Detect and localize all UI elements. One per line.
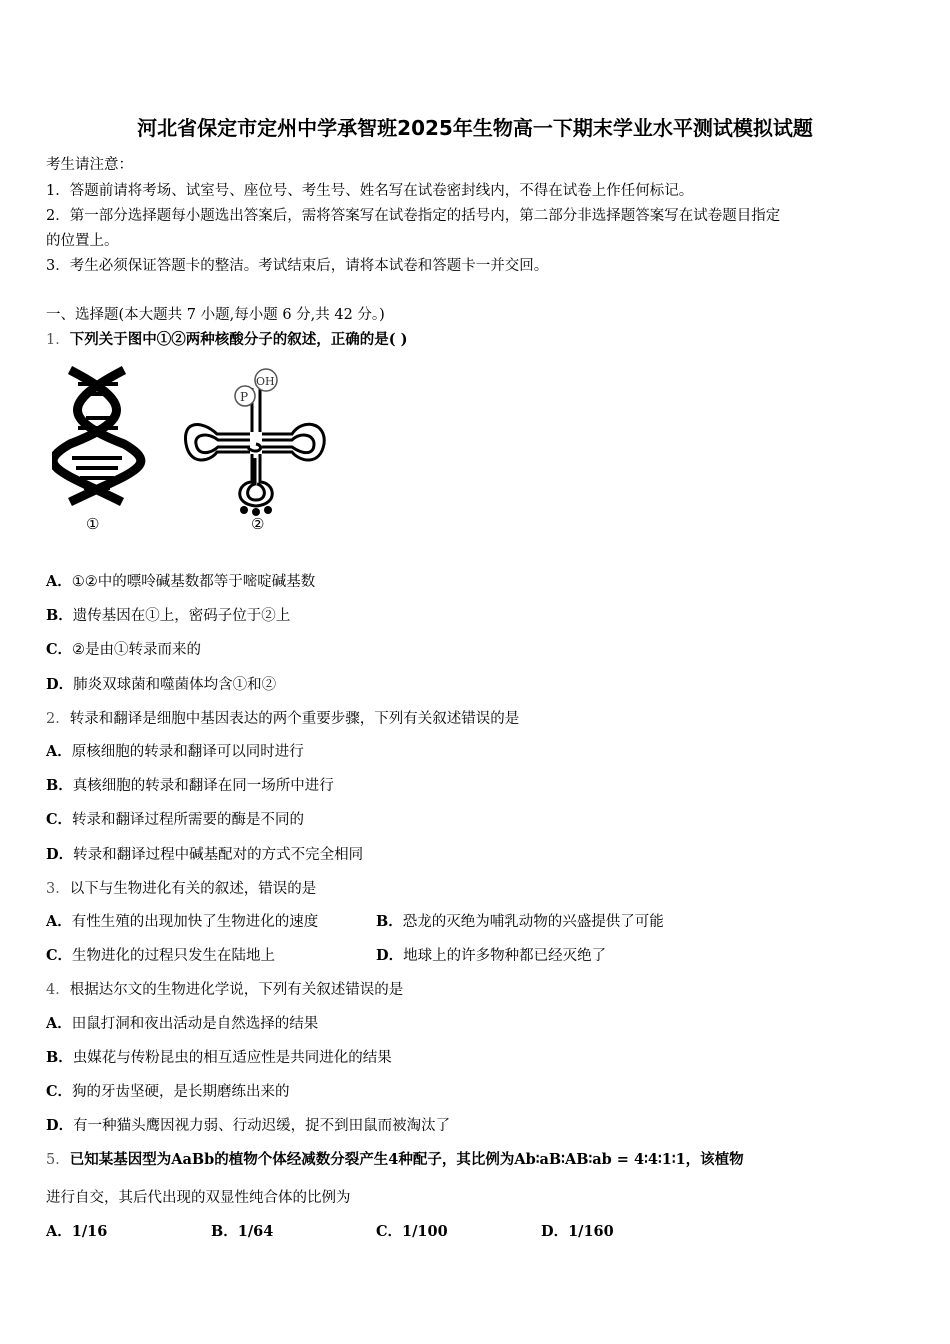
- question-2: [46, 707, 519, 728]
- phosphate-tag-icon: [235, 386, 255, 406]
- notice-item: 2．第一部分选择题每小题选出答案后，需将答案写在试卷指定的括号内，第二部分非选择题答案写在试卷题目指定: [46, 208, 781, 224]
- option-item: B．遗传基因在①上，密码子位于②上: [46, 607, 291, 624]
- option-item: C．②是由①转录而来的: [46, 641, 202, 658]
- notice-item: 1．答题前请将考场、试室号、座位号、考生号、姓名写在试卷密封线内，不得在试卷上作任何标记。: [46, 183, 694, 199]
- trna-cloverleaf-icon: [185, 388, 324, 506]
- question-number: 2．: [46, 711, 70, 727]
- dna-helix-icon: [53, 370, 141, 502]
- hydroxyl-tag-label: OH: [256, 375, 275, 388]
- section-heading: 一、选择题(本大题共 7 小题,每小题 6 分,共 42 分。): [46, 307, 385, 323]
- option-item: D．1/160: [541, 1223, 614, 1240]
- option-item: B．真核细胞的转录和翻译在同一场所中进行: [46, 777, 334, 794]
- option-item: B．恐龙的灭绝为哺乳动物的兴盛提供了可能: [376, 913, 664, 930]
- question-text: 转录和翻译是细胞中基因表达的两个重要步骤，下列有关叙述错误的是: [69, 711, 520, 727]
- option-item: D．肺炎双球菌和噬菌体均含①和②: [46, 676, 277, 693]
- phosphate-tag-label: P: [240, 390, 249, 404]
- option-item: A．1/16: [46, 1223, 108, 1240]
- question-text: 根据达尔文的生物进化学说，下列有关叙述错误的是: [69, 982, 404, 998]
- option-item: A．①②中的嘌呤碱基数都等于嘧啶碱基数: [46, 573, 316, 590]
- figure-label-2: ②: [251, 515, 265, 533]
- option-item: D．转录和翻译过程中碱基配对的方式不完全相同: [46, 846, 364, 863]
- question-4: [46, 978, 403, 999]
- option-item: C．狗的牙齿坚硬，是长期磨练出来的: [46, 1083, 290, 1100]
- option-item: D．地球上的许多物种都已经灭绝了: [376, 947, 607, 964]
- question-number: 3．: [46, 881, 70, 897]
- option-item: B．1/64: [211, 1223, 274, 1240]
- option-item: C．生物进化的过程只发生在陆地上: [46, 947, 276, 964]
- option-item: A．田鼠打洞和夜出活动是自然选择的结果: [46, 1015, 319, 1032]
- page-title: 河北省保定市定州中学承智班2025年生物高一下期末学业水平测试模拟试题: [137, 116, 813, 140]
- question-text: 以下与生物进化有关的叙述，错误的是: [69, 881, 317, 897]
- figure-svg: [52, 362, 352, 537]
- question-text: 已知某基因型为AaBb的植物个体经减数分裂产生4种配子，其比例为Ab∶aB∶AB∶ab = 4∶4∶1∶1，该植物: [69, 1151, 744, 1168]
- option-item: C．1/100: [376, 1223, 448, 1240]
- question-5: [46, 1148, 744, 1169]
- question-1: [46, 328, 408, 349]
- option-item: B．虫媒花与传粉昆虫的相互适应性是共同进化的结果: [46, 1049, 392, 1066]
- option-item: D．有一种猫头鹰因视力弱、行动迟缓，捉不到田鼠而被淘汰了: [46, 1117, 451, 1134]
- question-number: 4．: [46, 982, 70, 998]
- option-item: A．原核细胞的转录和翻译可以同时进行: [46, 743, 304, 760]
- question-text-continued: 进行自交，其后代出现的双显性纯合体的比例为: [46, 1190, 351, 1206]
- option-item: C．转录和翻译过程所需要的酶是不同的: [46, 811, 305, 828]
- question-text: 下列关于图中①②两种核酸分子的叙述，正确的是( ): [69, 331, 408, 348]
- notice-item: 的位置上。: [46, 233, 119, 249]
- option-item: A．有性生殖的出现加快了生物进化的速度: [46, 913, 319, 930]
- question-number: 1．: [46, 332, 70, 348]
- figure-label-1: ①: [86, 515, 100, 533]
- notice-item: 3．考生必须保证答题卡的整洁。考试结束后，请将本试卷和答题卡一并交回。: [46, 258, 549, 274]
- notice-heading: 考生请注意：: [46, 157, 133, 173]
- question-3: [46, 877, 316, 898]
- hydroxyl-tag-icon: [255, 369, 277, 391]
- nucleic-acid-figure: [52, 362, 352, 537]
- question-number: 5．: [46, 1152, 70, 1168]
